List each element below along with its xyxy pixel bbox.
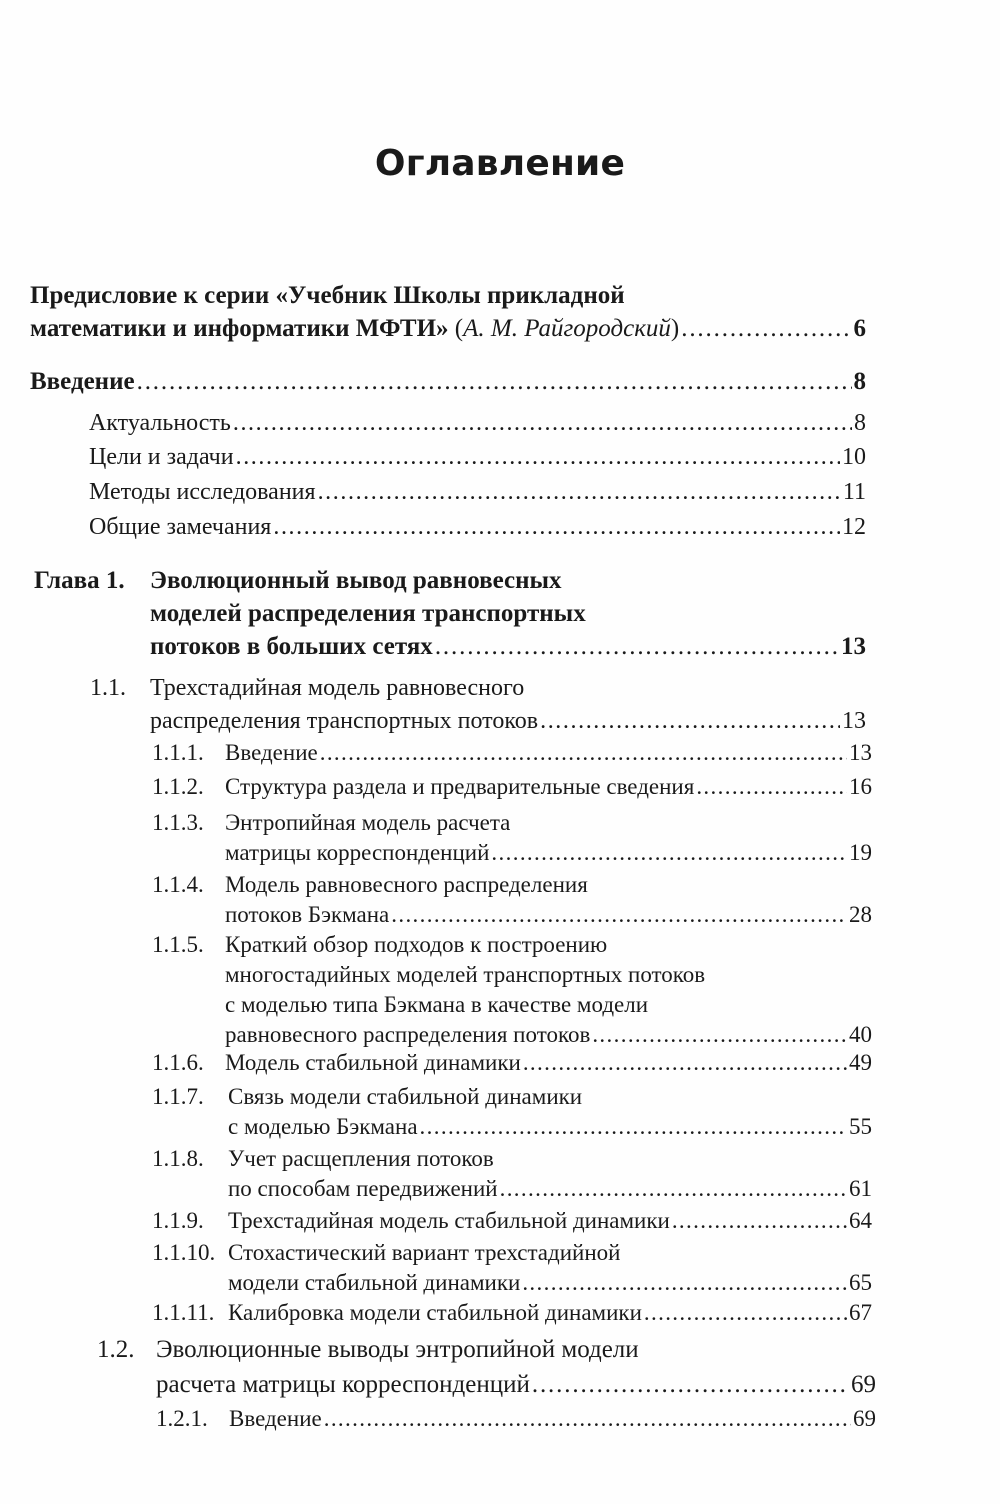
chapter-number: Глава 1. xyxy=(34,567,125,594)
dot-leader xyxy=(435,633,839,661)
subsection-title-line: равновесного распределения потоков xyxy=(225,1022,591,1047)
subsection-title-line: Стохастический вариант трехстадийной xyxy=(228,1240,621,1265)
page-number: 8 xyxy=(854,410,866,436)
dot-leader xyxy=(137,368,852,396)
subsection-title-line: Введение xyxy=(225,740,318,765)
page-number: 61 xyxy=(849,1176,872,1201)
preface-paren-close: ) xyxy=(670,315,680,342)
page-number: 67 xyxy=(849,1300,872,1325)
toc-entry-subsection[interactable] xyxy=(152,810,872,870)
toc-entry-subsection[interactable] xyxy=(152,740,872,770)
dot-leader xyxy=(273,514,840,541)
dot-leader xyxy=(696,774,847,800)
subsection-number: 1.1.2. xyxy=(152,774,204,799)
dot-leader xyxy=(672,1208,847,1234)
page-number: 28 xyxy=(849,902,872,927)
subsection-title-line: Модель стабильной динамики xyxy=(225,1050,521,1075)
intro-item-label: Методы исследования xyxy=(89,479,316,505)
toc-entry-subsection[interactable] xyxy=(152,774,872,804)
subsection-title-line: по способам передвижений xyxy=(228,1176,498,1201)
subsection-title-line: потоков Бэкмана xyxy=(225,902,390,927)
toc-entry-subsection[interactable] xyxy=(152,1208,872,1238)
page-number: 55 xyxy=(849,1114,872,1139)
page-number: 69 xyxy=(853,1406,876,1431)
toc-entry-subsection[interactable] xyxy=(152,932,872,1052)
page-number: 6 xyxy=(853,315,866,342)
toc-entry-intro-item[interactable] xyxy=(89,410,866,437)
intro-item-label: Цели и задачи xyxy=(89,444,234,470)
page-number: 13 xyxy=(842,708,866,734)
subsection-number: 1.1.11. xyxy=(152,1300,215,1325)
toc-entry-subsection[interactable] xyxy=(152,1084,872,1144)
toc-entry-section-1-2[interactable] xyxy=(97,1336,876,1408)
toc-entry-intro-item[interactable] xyxy=(89,444,866,471)
toc-entry-section-1-1[interactable] xyxy=(90,675,866,745)
subsection-title-line: Введение xyxy=(229,1406,322,1431)
toc-entry-intro-item[interactable] xyxy=(89,479,866,506)
dot-leader xyxy=(540,708,840,735)
page-number: 40 xyxy=(849,1022,872,1047)
page-number: 11 xyxy=(842,479,866,505)
page-number: 49 xyxy=(849,1050,872,1075)
page-number: 13 xyxy=(841,633,866,660)
intro-item-label: Актуальность xyxy=(89,410,231,436)
toc-entry-intro[interactable] xyxy=(30,368,866,396)
page-title: Оглавление xyxy=(374,143,626,184)
preface-line-1: Предисловие к серии «Учебник Школы прикладной xyxy=(30,282,625,309)
subsection-number: 1.1.3. xyxy=(152,810,204,835)
dot-leader xyxy=(420,1114,847,1140)
subsection-title-line: Структура раздела и предварительные сведения xyxy=(225,774,695,799)
subsection-number: 1.1.5. xyxy=(152,932,204,957)
preface-line-2: математики и информатики МФТИ» xyxy=(30,315,449,342)
dot-leader xyxy=(233,410,852,437)
subsection-title-line: Связь модели стабильной динамики xyxy=(228,1084,583,1109)
subsection-title-line: Калибровка модели стабильной динамики xyxy=(228,1300,642,1325)
page-number: 8 xyxy=(853,368,866,395)
page-number: 16 xyxy=(849,774,872,799)
page-number: 13 xyxy=(849,740,872,765)
page-number: 65 xyxy=(849,1270,872,1295)
subsection-number: 1.1.1. xyxy=(152,740,204,765)
toc-entry-subsection[interactable] xyxy=(152,872,872,932)
subsection-title-line: Учет расщепления потоков xyxy=(228,1146,494,1171)
toc-entry-subsection[interactable] xyxy=(156,1406,876,1436)
section-number: 1.1. xyxy=(90,675,126,701)
dot-leader xyxy=(681,315,851,343)
subsection-number: 1.1.4. xyxy=(152,872,204,897)
subsection-title-line: многостадийных моделей транспортных потоков xyxy=(225,962,706,987)
chapter-title-line-2: моделей распределения транспортных xyxy=(150,600,586,627)
section-title-line-2: расчета матрицы корреспонденций xyxy=(156,1371,530,1398)
page-number: 10 xyxy=(842,444,866,470)
section-title-line-1: Эволюционные выводы энтропийной модели xyxy=(156,1336,639,1363)
dot-leader xyxy=(522,1270,847,1296)
section-title-line-1: Трехстадийная модель равновесного xyxy=(150,675,525,701)
toc-entry-intro-item[interactable] xyxy=(89,514,866,541)
page-number: 19 xyxy=(849,840,872,865)
subsection-title-line: Краткий обзор подходов к построению xyxy=(225,932,608,957)
page-number: 12 xyxy=(842,514,866,540)
toc-entry-chapter-1[interactable] xyxy=(30,567,866,667)
dot-leader xyxy=(324,1406,851,1432)
toc-entry-subsection[interactable] xyxy=(152,1146,872,1206)
subsection-title-line: с моделью Бэкмана xyxy=(228,1114,418,1139)
dot-leader xyxy=(532,1371,849,1399)
chapter-title-line-1: Эволюционный вывод равновесных xyxy=(150,567,562,594)
toc-entry-subsection[interactable] xyxy=(152,1050,872,1080)
dot-leader xyxy=(644,1300,847,1326)
subsection-number: 1.1.8. xyxy=(152,1146,204,1171)
subsection-title-line: матрицы корреспонденций xyxy=(225,840,490,865)
page-number: 64 xyxy=(849,1208,872,1233)
intro-item-label: Общие замечания xyxy=(89,514,272,540)
toc-entry-subsection[interactable] xyxy=(152,1300,872,1330)
intro-label: Введение xyxy=(30,368,135,395)
subsection-title-line: с моделью типа Бэкмана в качестве модели xyxy=(225,992,649,1017)
dot-leader xyxy=(318,479,841,506)
subsection-number: 1.1.10. xyxy=(152,1240,216,1265)
dot-leader xyxy=(523,1050,847,1076)
subsection-title-line: Трехстадийная модель стабильной динамики xyxy=(228,1208,670,1233)
toc-entry-subsection[interactable] xyxy=(152,1240,872,1300)
subsection-number: 1.1.6. xyxy=(152,1050,204,1075)
dot-leader xyxy=(500,1176,847,1202)
section-title-line-2: распределения транспортных потоков xyxy=(150,708,539,734)
subsection-title-line: модели стабильной динамики xyxy=(228,1270,521,1295)
page-number: 69 xyxy=(851,1371,876,1398)
dot-leader xyxy=(391,902,847,928)
subsection-number: 1.1.9. xyxy=(152,1208,204,1233)
dot-leader xyxy=(236,444,840,471)
preface-paren-open: ( xyxy=(448,315,464,342)
subsection-number: 1.2.1. xyxy=(156,1406,208,1431)
subsection-number: 1.1.7. xyxy=(152,1084,204,1109)
section-number: 1.2. xyxy=(97,1336,135,1363)
dot-leader xyxy=(592,1022,847,1048)
dot-leader xyxy=(491,840,847,866)
subsection-title-line: Энтропийная модель расчета xyxy=(225,810,511,835)
chapter-title-line-3: потоков в больших сетях xyxy=(150,633,433,660)
preface-author: А. М. Райгородский xyxy=(463,315,671,342)
subsection-title-line: Модель равновесного распределения xyxy=(225,872,588,897)
dot-leader xyxy=(320,740,847,766)
